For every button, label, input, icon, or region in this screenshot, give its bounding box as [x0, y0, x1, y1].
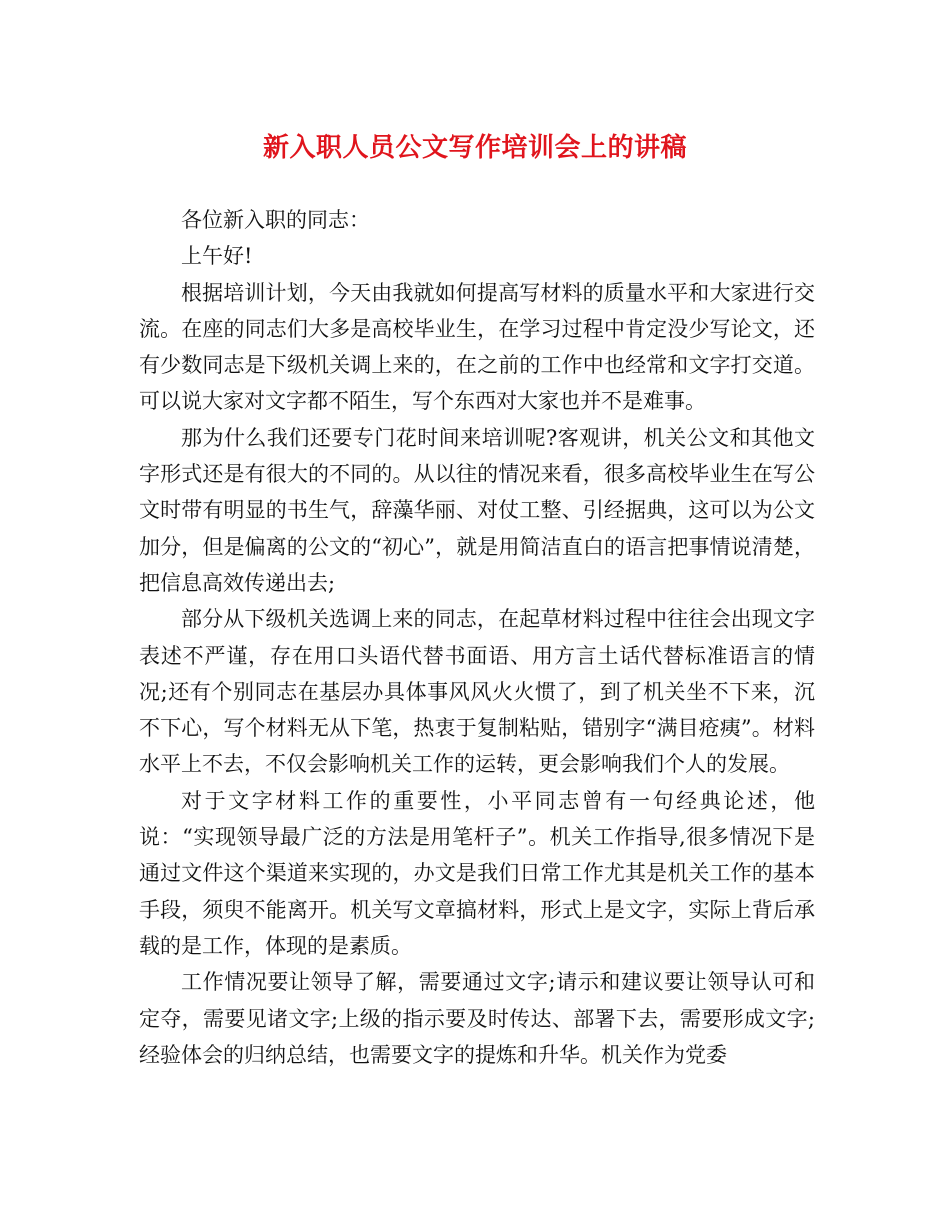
body-paragraph: 对于文字材料工作的重要性，小平同志曾有一句经典论述，他说：“实现领导最广泛的方法是用笔杆子”。机关工作指导,很多情况下是通过文件这个渠道来实现的，办文是我们日常工作尤其是机关工作的基本手段，须臾不能离开。机关写文章搞材料，形式上是文字，实际上背后承载的是工作，体现的是素质。 — [139, 788, 815, 958]
body-paragraph: 部分从下级机关选调上来的同志，在起草材料过程中往往会出现文字表述不严谨，存在用口头语代替书面语、用方言土话代替标准语言的情况;还有个别同志在基层办具体事风风火火惯了，到了机关坐不下来，沉不下心，写个材料无从下笔，热衷于复制粘贴，错别字“满目疮痍”。材料水平上不去，不仅会影响机关工作的运转，更会影响我们个人的发展。 — [139, 607, 815, 777]
document-title: 新入职人员公文写作培训会上的讲稿 — [262, 133, 687, 163]
document-body — [139, 202, 815, 1073]
body-paragraph: 那为什么我们还要专门花时间来培训呢?客观讲，机关公文和其他文字形式还是有很大的不同的。从以往的情况来看，很多高校毕业生在写公文时带有明显的书生气，辞藻华丽、对仗工整、引经据典，这可以为公文加分，但是偏离的公文的“初心”，就是用简洁直白的语言把事情说清楚，把信息高效传递出去; — [139, 425, 815, 595]
body-paragraph: 工作情况要让领导了解，需要通过文字;请示和建议要让领导认可和定夺，需要见诸文字;上级的指示要及时传达、部署下去，需要形成文字;经验体会的归纳总结，也需要文字的提炼和升华。机关作为党委 — [139, 970, 815, 1067]
body-paragraph: 根据培训计划，今天由我就如何提高写材料的质量水平和大家进行交流。在座的同志们大多是高校毕业生，在学习过程中肯定没少写论文，还有少数同志是下级机关调上来的，在之前的工作中也经常和文字打交道。可以说大家对文字都不陌生，写个东西对大家也并不是难事。 — [139, 280, 815, 414]
greeting: 上午好! — [181, 244, 253, 269]
salutation: 各位新入职的同志： — [181, 208, 370, 232]
